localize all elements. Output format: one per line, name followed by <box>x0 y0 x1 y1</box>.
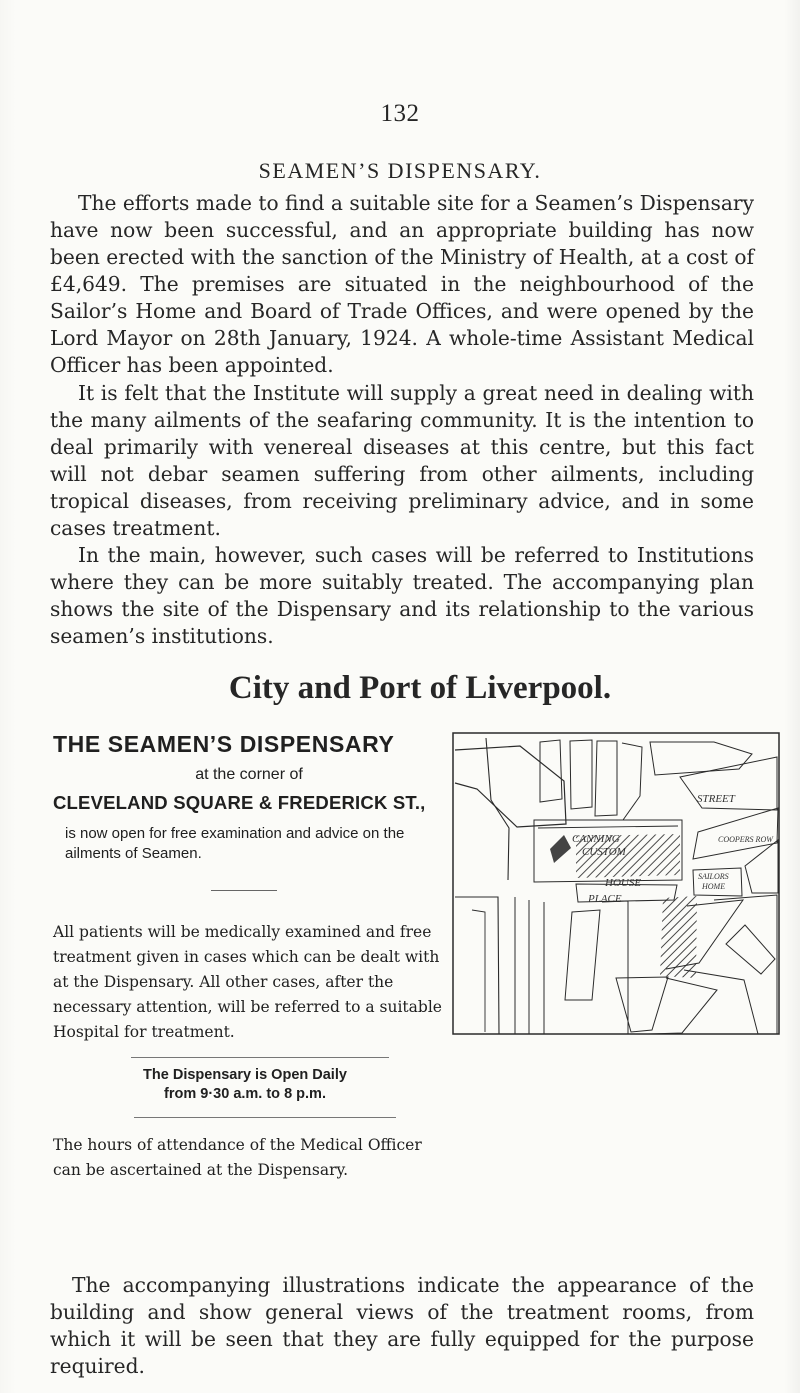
paragraph-institute: It is felt that the Institute will supply a great need in dealing with the many ailments of the seafaring community. It is the intention to deal primarily with venereal diseases at this centre, but this fact will not debar seamen suffering from other ailments, including tropical diseases, from receiving preliminary advice, and in some cases treatment. <box>50 381 754 540</box>
site-plan-map <box>452 732 782 1037</box>
divider-under-hours <box>134 1117 396 1118</box>
map-label-sailors: SAILORS <box>698 872 729 881</box>
plan-heading: City and Port of Liverpool. <box>228 670 612 706</box>
notice-location: CLEVELAND SQUARE & FREDERICK ST., <box>53 792 426 813</box>
divider-long <box>131 1057 389 1058</box>
notice-closing: The hours of attendance of the Medical Officer can be ascertained at the Dispensary. <box>53 1136 422 1179</box>
notice-body: All patients will be medically examined and free treatment given in cases which can be dealt with at the Dispensary. All other cases, after the necessary attention, will be referred to a suitable Hospital for treatment. <box>53 923 442 1041</box>
site-plan-svg <box>452 732 782 1037</box>
notice-subtitle: at the corner of <box>195 766 303 783</box>
paragraph-site: The efforts made to find a suitable site for a Seamen’s Dispensary have now been successful, and an appropriate building has now been erected with the sanction of the Ministry of Health, at a cost of £4,649. The premises are situated in the neighbourhood of the Sailor’s Home and Board of Trade Offices, and were opened by the Lord Mayor on 28th January, 1924. A whole-time Assistant Medical Officer has been appointed. <box>50 191 754 377</box>
map-label-cooper: COOPERS ROW <box>718 835 773 844</box>
opening-hours <box>53 1066 445 1104</box>
paragraph-referrals: In the main, however, such cases will be referred to Institutions where they can be more suitably treated. The accompanying plan shows the site of the Dispensary and its relationship to the various seamen’s institutions. <box>50 543 754 648</box>
map-label-canning: CANNING <box>572 833 620 845</box>
opening-hours-line-2: from 9·30 a.m. to 8 p.m. <box>164 1086 326 1102</box>
opening-hours-line-1: The Dispensary is Open Daily <box>143 1067 347 1083</box>
paragraph-illustrations: The accompanying illustrations indicate the appearance of the building and show general views of the treatment rooms, from which it will be seen that they are fully equipped for the purpose required. <box>50 1273 754 1378</box>
notice-title: THE SEAMEN’S DISPENSARY <box>53 731 395 757</box>
dispensary-notice <box>53 731 445 1183</box>
notice-open-text: is now open for free examination and advice on the ailments of Seamen. <box>65 825 405 862</box>
divider-short <box>211 890 277 891</box>
page-title: SEAMEN’S DISPENSARY. <box>258 158 542 183</box>
hatched-dispensary-block <box>660 896 697 978</box>
map-label-custom: CUSTOM <box>582 846 626 858</box>
page-number: 132 <box>380 100 420 127</box>
map-label-house: HOUSE <box>605 877 642 889</box>
map-label-street: STREET <box>697 793 735 805</box>
map-label-place: PLACE <box>588 893 622 905</box>
map-label-home: HOME <box>702 882 726 891</box>
